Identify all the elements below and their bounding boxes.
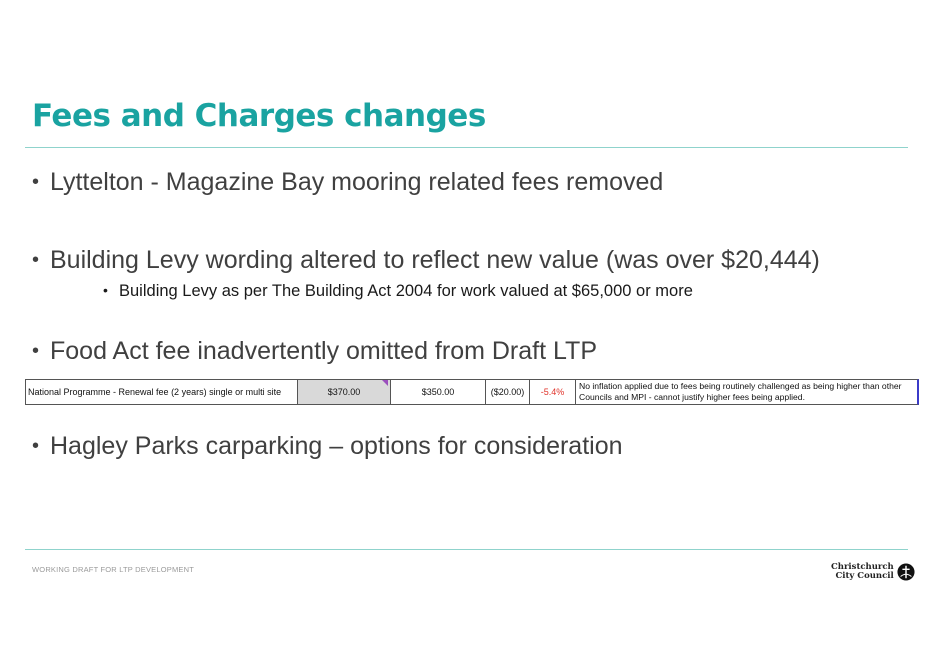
new-fee-value: $370.00 <box>327 387 361 397</box>
bullet-text: Food Act fee inadvertently omitted from Draft LTP <box>50 337 597 365</box>
percent-change-cell: -5.4% <box>530 380 576 404</box>
sub-bullet-item <box>103 282 693 301</box>
difference-cell: ($20.00) <box>486 380 530 404</box>
bullet-icon: • <box>32 249 40 271</box>
new-fee-cell <box>298 380 391 404</box>
footer-divider <box>25 549 908 550</box>
logo-text <box>831 563 894 581</box>
council-logo <box>831 563 915 581</box>
bullet-item <box>32 246 820 275</box>
bullet-icon: • <box>32 435 40 457</box>
bullet-text: Hagley Parks carparking – options for consideration <box>50 432 623 460</box>
bullet-text: Building Levy wording altered to reflect new value (was over $20,444) <box>50 246 820 274</box>
note-cell: No inflation applied due to fees being routinely challenged as being higher than other Councils and MPI - cannot justify higher fees being applied. <box>579 381 902 402</box>
bullet-text: Lyttelton - Magazine Bay mooring related fees removed <box>50 168 664 196</box>
title-divider <box>25 147 908 148</box>
logo-line2: City Council <box>835 571 894 581</box>
footer-text: WORKING DRAFT FOR LTP DEVELOPMENT <box>32 565 195 574</box>
bullet-icon: • <box>32 340 40 362</box>
sub-bullet-text: Building Levy as per The Building Act 2004 for work valued at $65,000 or more <box>119 282 693 300</box>
fee-table-row <box>25 379 919 405</box>
fee-description-cell: National Programme - Renewal fee (2 years) single or multi site <box>26 380 298 404</box>
bullet-icon: • <box>32 171 40 193</box>
comment-marker-icon <box>382 380 388 386</box>
bullet-item <box>32 337 597 366</box>
logo-line1: Christchurch <box>831 562 894 572</box>
council-emblem-icon <box>897 563 915 581</box>
slide-title: Fees and Charges changes <box>32 98 486 134</box>
bullet-item <box>32 432 623 461</box>
bullet-icon: • <box>103 282 108 298</box>
old-fee-cell: $350.00 <box>391 380 486 404</box>
bullet-item <box>32 168 663 197</box>
